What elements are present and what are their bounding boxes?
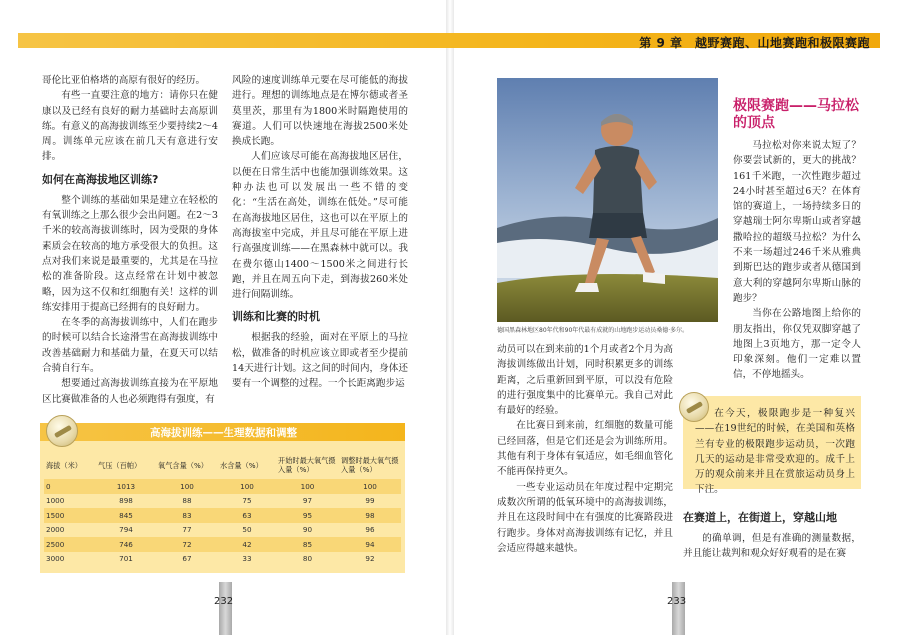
table-cell: 98: [339, 508, 401, 523]
page-number-right: 233: [667, 596, 687, 607]
table-header-cell: 气压（百帕）: [98, 460, 142, 470]
history-note-box: [683, 396, 861, 496]
paragraph: 哥伦比亚伯格塔的高原有很好的经历。: [42, 75, 206, 86]
altitude-data-table-box: [40, 423, 405, 573]
paragraph: 风险的速度训练单元要在尽可能低的海拔进行。理想的训练地点是在博尔德或者圣莫里茨，那里有为1800米时隔跑使用的赛道。人们可以快速地在海拔2500米处换成长跑。: [232, 75, 408, 148]
table-header-cell: 水含量（%）: [220, 460, 263, 470]
table-header-cell: 开始时最大氧气摄入量（%）: [278, 456, 336, 474]
table-cell: 33: [242, 554, 252, 564]
note-text: 在今天，极限跑步是一种复兴——在19世纪的时候，在美国和英格兰有专业的极限跑步运动员，一次跑几天的运动是非常受欢迎的。成千上万的观众前来并且在赏旅运动员身上下注。: [695, 408, 855, 496]
table-cell: 100: [276, 479, 339, 494]
table-cell: 67: [182, 554, 192, 564]
table-cell: 90: [302, 525, 313, 535]
table-header-cell: 氧气含量（%）: [158, 460, 208, 470]
paragraph: 整个训练的基础如果是建立在轻松的有氧训练之上那么很少会出问题。在2～3千米的较高海拔训练时，因为受限的身体素质会在较高的地方承受很大的负担。这点对我们来说是最重要的，尤其是在马拉松的准备阶段。这点经常在计划中被忽略，因为这不仅和红细胞有关！这样的训练安排用于提高已经拥有的良好耐力。: [42, 194, 218, 313]
table-title: 高海拔训练——生理数据和调整: [150, 427, 297, 439]
table-header-cell: 调整时最大氧气摄入量（%）: [341, 456, 399, 474]
paragraph: 想要通过高海拔训练直接为在平原地区比赛做准备的人也必须跑得有强度，有: [42, 378, 218, 405]
heading-line: 的顶点: [733, 115, 775, 131]
runner-photo-icon: [497, 78, 718, 322]
table-cell: 72: [156, 537, 218, 552]
section-heading: 如何在高海拔地区训练?: [42, 172, 159, 186]
table-cell: 96: [365, 525, 375, 535]
table-row: [44, 494, 401, 509]
table-cell: 94: [339, 537, 401, 552]
paragraph: 动员可以在到来前的1个月或者2个月为高海拔训练做出计划，同时积累更多的训练距离，之后重新回到平原，可以没有危险的进行强度集中的比赛单元。我自己对此有最好的经验。: [497, 344, 673, 417]
page-number-left: 232: [214, 596, 234, 607]
paragraph: 人们应该尽可能在高海拔地区居住，以便在日常生活中也能加强训练效果。这种办法也可以发展出一些不错的变化：“生活在高处，训练在低处。”尽可能在高海拔地区居住，这也可以在平原上的高海拔室中完成，并且尽可能在平原上进行高强度训练——在黑森林中就可以。我在费尔德山1400～1500米之间进行长跑，并且在周五向下走，到海拔260米处进行间隔训练。: [232, 151, 408, 301]
paragraph: 当你在公路地图上给你的朋友指出，你仅凭双脚穿越了地图上3页地方，那一定令人印象深刻。他们一定难以置信，不停地摇头。: [733, 308, 861, 381]
table-cell: 80: [302, 554, 313, 564]
table-cell: 50: [242, 525, 252, 535]
side-section-heading: [733, 98, 859, 132]
page-tab-right: [672, 582, 685, 635]
left-column-1: [42, 73, 218, 407]
table-cell: 1013: [96, 479, 156, 494]
table-cell: 83: [156, 508, 218, 523]
right-bottom-column: [683, 510, 861, 562]
table-row: [44, 508, 401, 523]
table-cell: 75: [242, 496, 252, 506]
section-heading: 训练和比赛的时机: [232, 310, 320, 324]
table-cell: 100: [156, 479, 218, 494]
table-row: [44, 537, 401, 552]
altitude-data-table: [44, 451, 401, 566]
table-cell: 845: [96, 508, 156, 523]
table-cell: 97: [302, 496, 313, 506]
table-cell: 746: [96, 537, 156, 552]
table-cell: 701: [119, 554, 133, 564]
table-cell: 92: [365, 554, 375, 564]
table-cell: 1500: [44, 508, 96, 523]
paragraph: 马拉松对你来说太短了？你要尝试新的，更大的挑战？161千米跑，一次性跑步超过24小时甚至超过6天？在体育馆的赛道上，一场持续多日的穿越瑞士阿尔卑斯山或者穿越撒哈拉的超级马拉松？为什么不来一场超过246千米从雅典到斯巴达的跑步或者从德国到意大利的穿越阿尔卑斯山脉的跑步？: [733, 140, 861, 304]
table-cell: 85: [276, 537, 339, 552]
table-cell: 42: [218, 537, 276, 552]
photo-caption: 德国黑森林地区80年代和90年代最有成就的山地跑步运动员桑德·多尔。: [497, 327, 689, 334]
table-row: [44, 523, 401, 538]
paragraph: 在比赛日到来前，红细胞的数量可能已经回落，但是它们还是会为训练所用。其他有利于身体有氧适应，如毛细血管化不能再保持更久。: [497, 420, 673, 478]
table-cell: 2500: [44, 537, 96, 552]
section-heading: 在赛道上，在街道上，穿越山地: [683, 511, 837, 524]
left-column-2: [232, 73, 408, 392]
heading-line: 极限赛跑——马拉松: [733, 98, 859, 114]
table-row: [44, 552, 401, 567]
chapter-title: 第 9 章 越野赛跑、山地赛跑和极限赛跑: [639, 36, 870, 50]
table-cell: 63: [218, 508, 276, 523]
table-cell: 0: [44, 479, 96, 494]
page-tab-left: [219, 582, 232, 635]
runner-photo: [497, 78, 718, 322]
table-cell: 100: [339, 479, 401, 494]
table-cell: 898: [119, 496, 133, 506]
paragraph: 的确单调，但是有准确的测量数据，并且能让裁判和观众好好观看的是在赛: [683, 533, 861, 560]
table-cell: 77: [182, 525, 192, 535]
table-header-cell: 海拔（米）: [46, 460, 82, 470]
right-main-column: [497, 342, 673, 556]
paragraph: 有些一直要注意的地方：请你只在健康以及已经有良好的耐力基础时去高原训练。有意义的高海拔训练至少要持续2～4周。训练单元应该在前几天有意进行安排。: [42, 90, 218, 163]
table-cell: 99: [365, 496, 375, 506]
paragraph: 一些专业运动员在年度过程中定期完成数次所谓的低氧环境中的高海拔训练，并且在这段时间中在有强度的比赛路段进行跑步。身体对高海拔训练有记忆，并且会适应得越来越快。: [497, 481, 673, 554]
table-cell: 1000: [46, 496, 65, 506]
right-side-column: [733, 138, 861, 383]
table-cell: 3000: [46, 554, 65, 564]
paragraph: 在冬季的高海拔训练中，人们在跑步的时候可以结合长途滑雪在高海拔训练中改善基础耐力和基础力量，在夏天可以结合骑自行车。: [42, 317, 218, 375]
table-cell: 794: [119, 525, 133, 535]
table-cell: 2000: [46, 525, 65, 535]
table-cell: 88: [182, 496, 192, 506]
table-cell: 95: [276, 508, 339, 523]
table-cell: 100: [218, 479, 276, 494]
book-spine: [446, 0, 454, 635]
paragraph: 根据我的经验，面对在平原上的马拉松，做准备的时机应该立即或者至少提前14天进行计划。这之间的时间内，身体还要有一个调整的过程。一个长距离跑步运: [232, 332, 408, 390]
table-row: [44, 479, 401, 494]
ribbon-badge-icon: [46, 415, 78, 447]
